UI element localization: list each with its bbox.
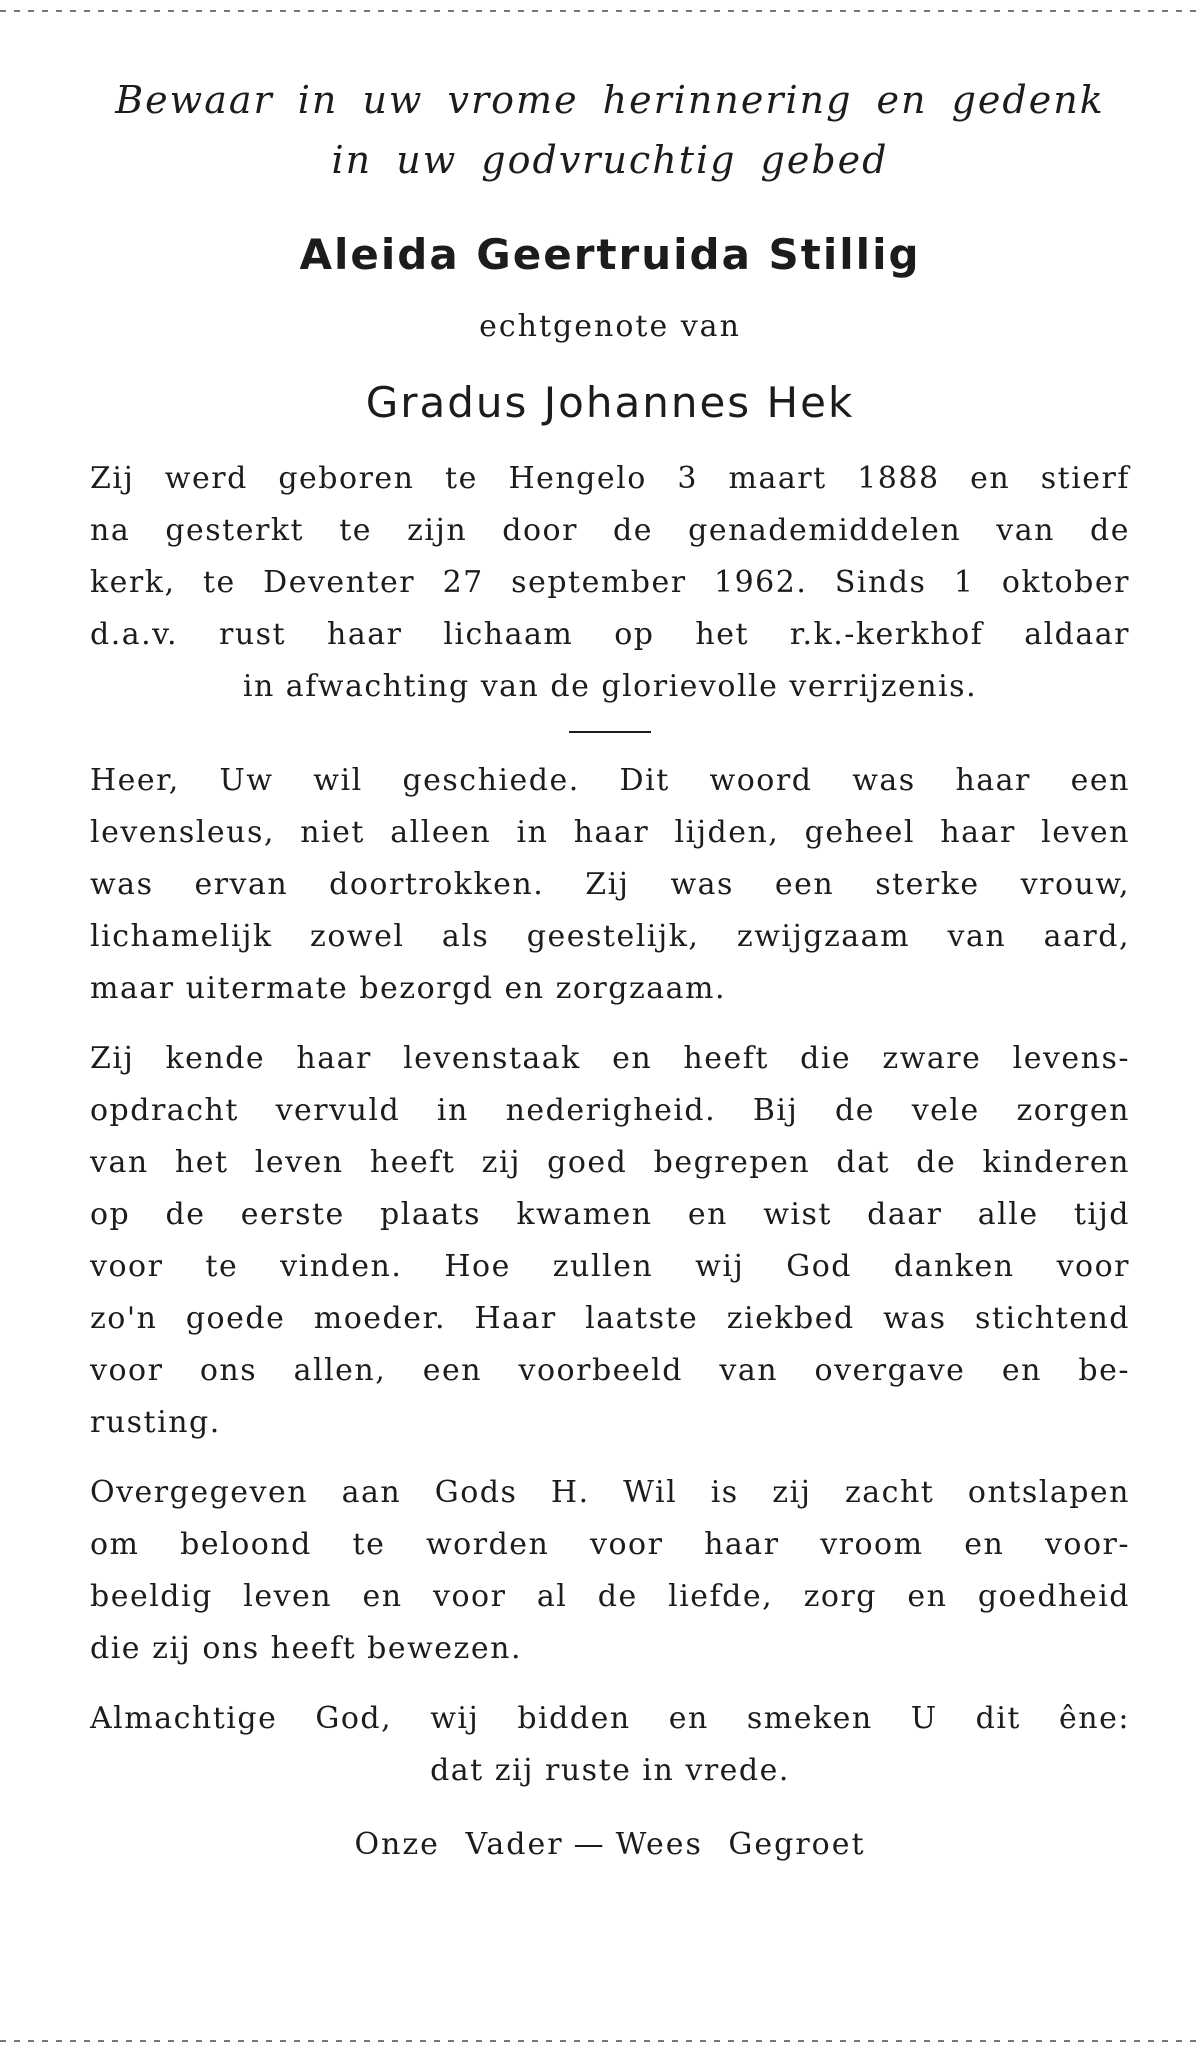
task-line: van het leven heeft zij goed begrepen dat de kinderen xyxy=(90,1145,1130,1180)
task-paragraph xyxy=(90,1033,1130,1449)
task-line: op de eerste plaats kwamen en wist daar alle tijd xyxy=(90,1197,1130,1232)
biography-line: na gesterkt te zijn door de genademiddelen van de xyxy=(90,513,1130,548)
closing-prayers xyxy=(90,1827,1130,1862)
prayer-line-1: Almachtige God, wij bidden en smeken U dit êne: xyxy=(90,1701,1130,1736)
deceased-name: Aleida Geertruida Stillig xyxy=(299,230,921,279)
biography-line: in afwachting van de glorievolle verrijzenis. xyxy=(242,669,978,704)
prayer xyxy=(90,1693,1130,1797)
rest-line: Overgegeven aan Gods H. Wil is zij zacht ontslapen xyxy=(90,1475,1130,1510)
closing-separator: — xyxy=(573,1827,606,1862)
invocation xyxy=(90,70,1130,190)
task-line: opdracht vervuld in nederigheid. Bij de vele zorgen xyxy=(90,1093,1130,1128)
spouse-name: Gradus Johannes Hek xyxy=(365,378,855,427)
biography-line: Zij werd geboren te Hengelo 3 maart 1888 en stierf xyxy=(90,461,1130,496)
bottom-border xyxy=(0,2040,1200,2042)
task-line: voor ons allen, een voorbeeld van overgave en be- xyxy=(90,1353,1130,1388)
will-line: was ervan doortrokken. Zij was een sterke vrouw, xyxy=(90,867,1130,902)
prayer-line-2: dat zij ruste in vrede. xyxy=(430,1753,790,1788)
rest-line: die zij ons heeft bewezen. xyxy=(90,1631,522,1666)
biography-line: d.a.v. rust haar lichaam op het r.k.-kerkhof aldaar xyxy=(90,617,1130,652)
rest-paragraph xyxy=(90,1467,1130,1675)
memorial-card xyxy=(90,70,1130,2010)
task-line: rusting. xyxy=(90,1405,221,1440)
will-line: maar uitermate bezorgd en zorgzaam. xyxy=(90,971,727,1006)
closing-right: Wees Gegroet xyxy=(615,1827,866,1862)
rest-line: beeldig leven en voor al de liefde, zorg en goedheid xyxy=(90,1579,1130,1614)
rest-line: om beloond te worden voor haar vroom en voor- xyxy=(90,1527,1130,1562)
divider xyxy=(569,731,651,733)
task-line: zo'n goede moeder. Haar laatste ziekbed was stichtend xyxy=(90,1301,1130,1336)
top-border xyxy=(0,10,1200,12)
spouse-intro: echtgenote van xyxy=(479,309,741,344)
will-paragraph xyxy=(90,755,1130,1015)
invocation-line-1: Bewaar in uw vrome herinnering en gedenk xyxy=(115,78,1105,122)
biography-paragraph xyxy=(90,453,1130,713)
task-line: voor te vinden. Hoe zullen wij God danken voor xyxy=(90,1249,1130,1284)
biography-line: kerk, te Deventer 27 september 1962. Sinds 1 oktober xyxy=(90,565,1130,600)
invocation-line-2: in uw godvruchtig gebed xyxy=(331,138,889,182)
closing-left: Onze Vader xyxy=(354,1827,564,1862)
will-line: levensleus, niet alleen in haar lijden, geheel haar leven xyxy=(90,815,1130,850)
will-line: lichamelijk zowel als geestelijk, zwijgzaam van aard, xyxy=(90,919,1130,954)
will-line: Heer, Uw wil geschiede. Dit woord was haar een xyxy=(90,763,1130,798)
task-line: Zij kende haar levenstaak en heeft die zware levens- xyxy=(90,1041,1130,1076)
